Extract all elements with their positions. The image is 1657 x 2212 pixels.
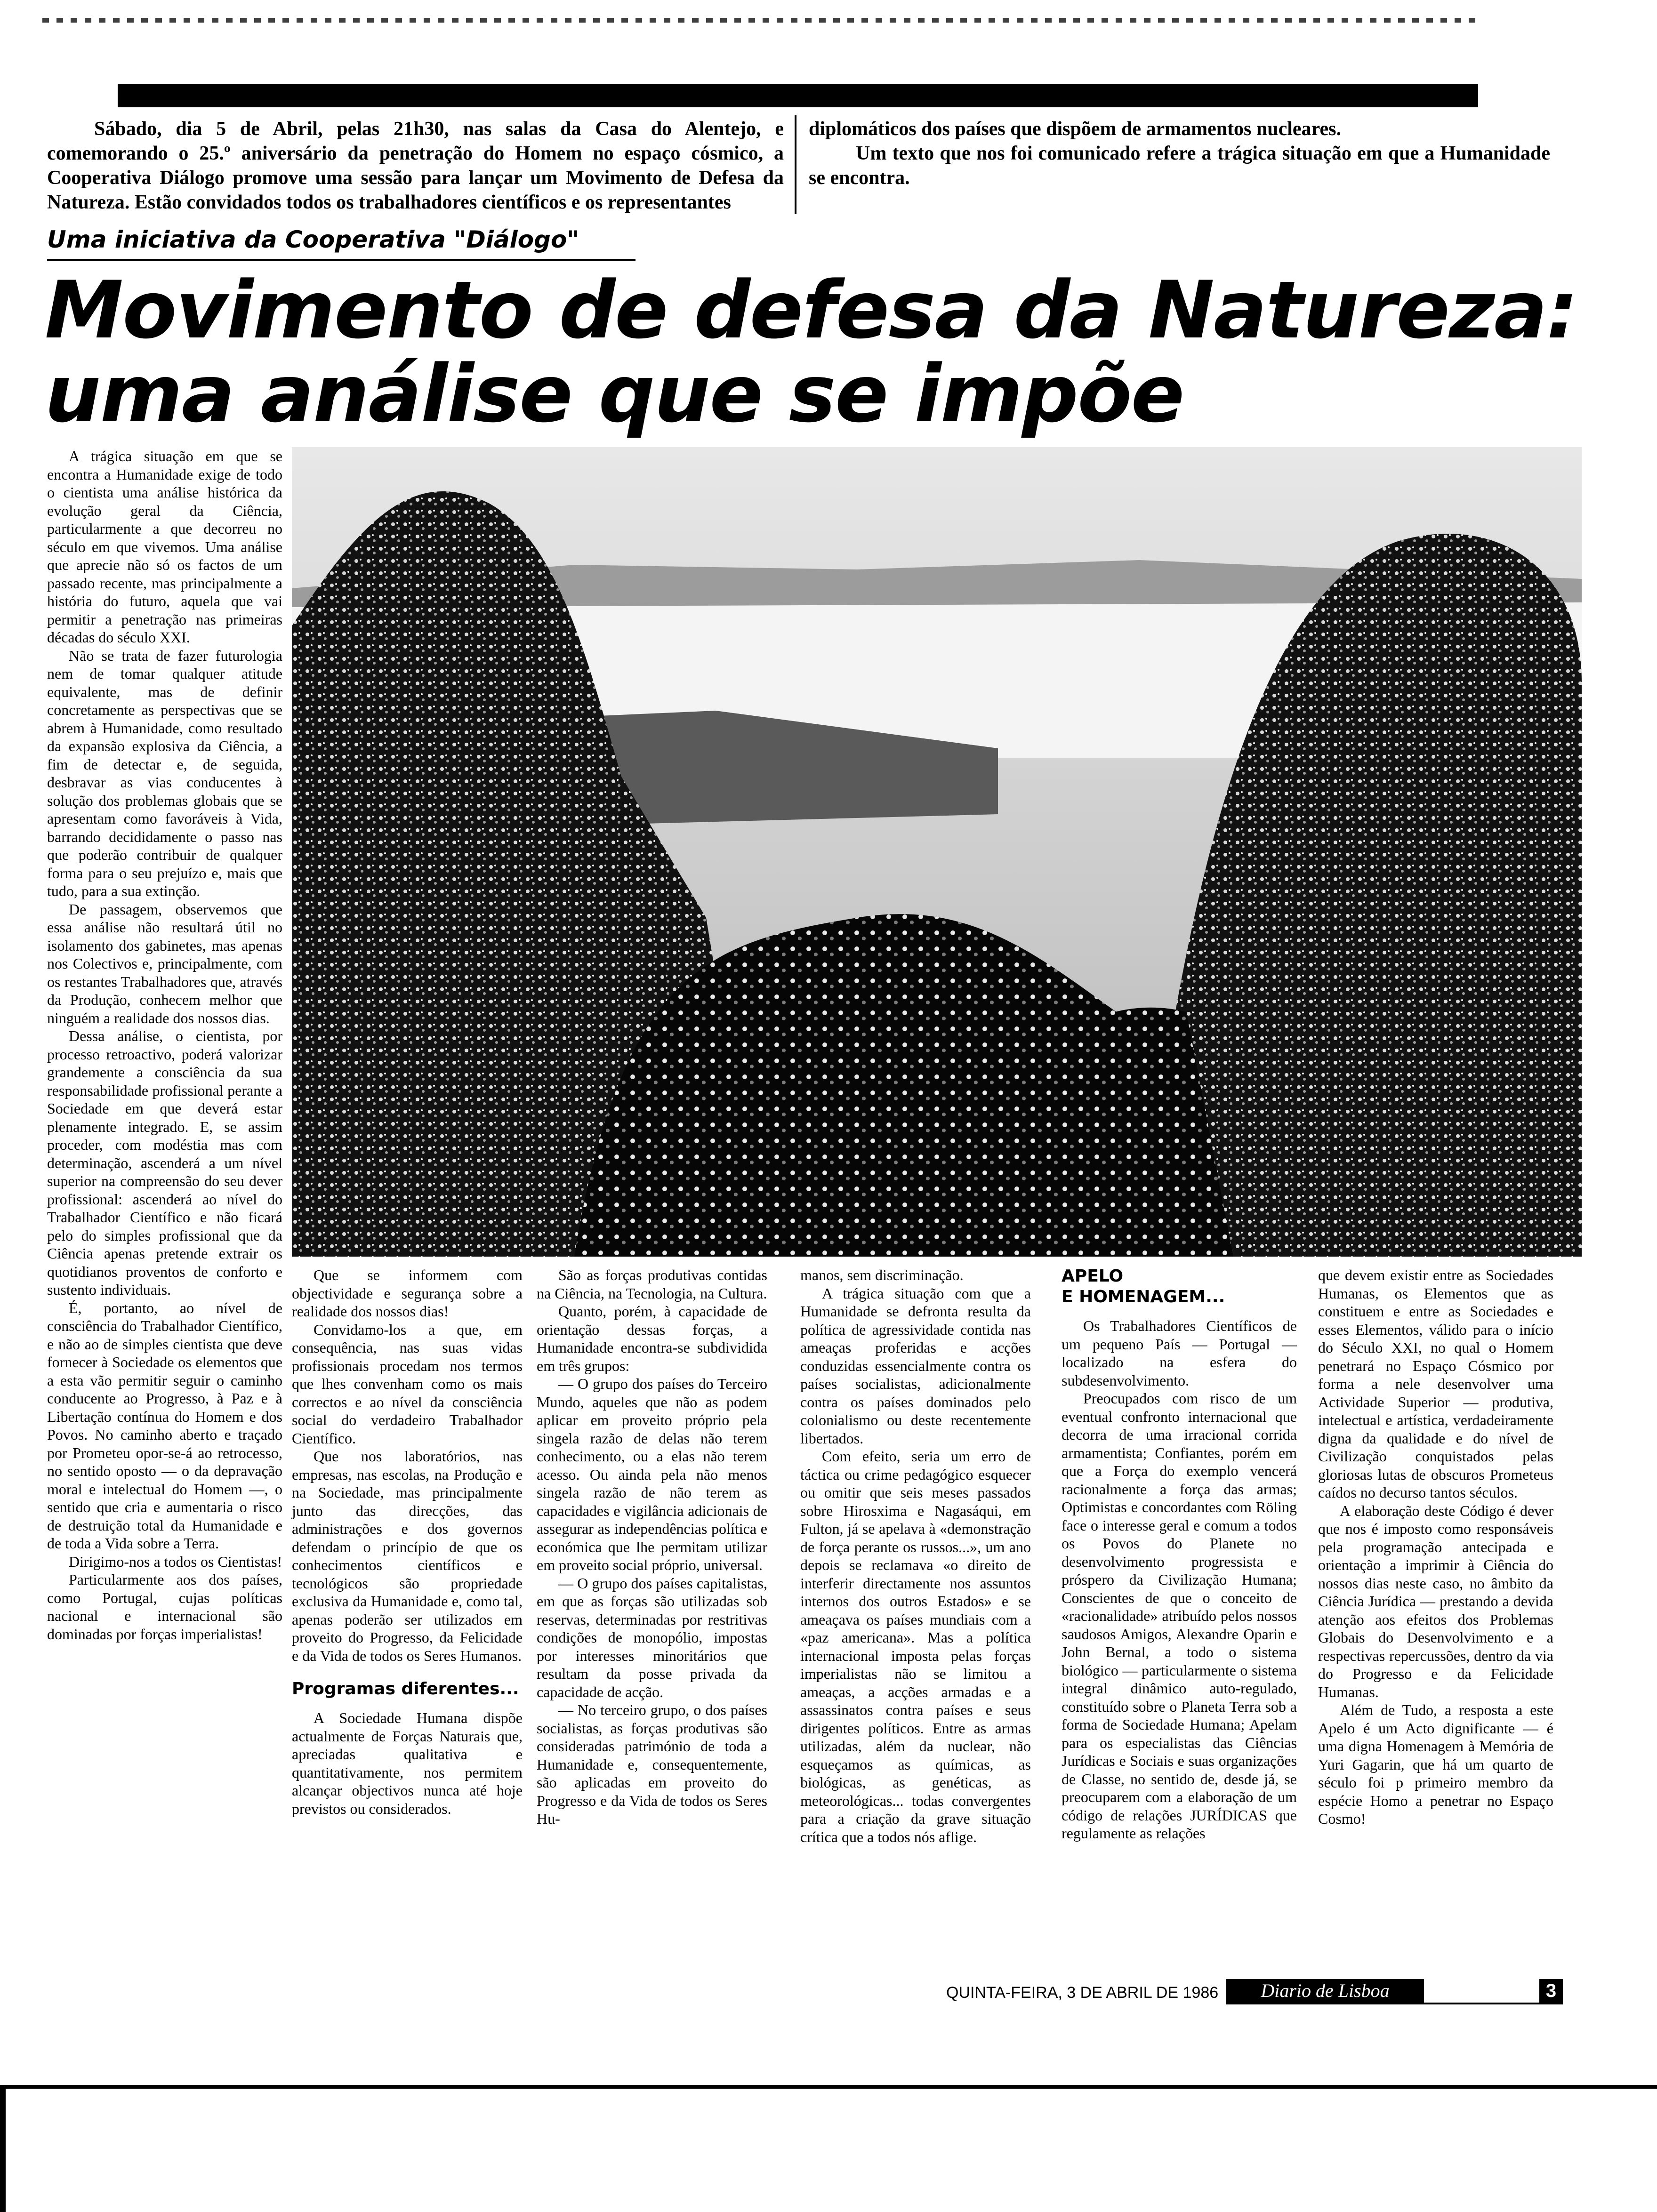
landscape-photo <box>292 447 1582 1257</box>
col3-p3: — O grupo dos países do Terceiro Mundo, aqueles que não as podem aplicar em proveito próprio pela singela razão de delas não terem conhecimento, ou a elas não terem acesso. Ou ainda pela não menos singela razão de não terem as capacidades e vigilância adicionais de assegurar as independências política e económica que lhe permitam utilizar em proveito social próprio, universal. <box>537 1375 767 1573</box>
col3-p2: Quanto, porém, à capacidade de orientação dessas forças, a Humanidade encontra-se subdividida em três grupos: <box>537 1303 767 1374</box>
col1-p2: Não se trata de fazer futurologia nem de tomar qualquer atitude equivalente, mas de definir concretamente as perspectivas que se abrem à Humanidade, como resultado da expansão explosiva da Ciência, a fim de detectar e, de seguida, desbravar as vias conducentes à solução dos problemas globais que se apresentam como favoráveis à Vida, barrando decididamente o passo nas que poderão contribuir de qualquer forma para o seu prejuízo e, mais que tudo, para a sua extinção. <box>47 647 282 899</box>
col2-p2: Convidamo-los a que, em consequência, nas suas vidas profissionais procedam nos termos que lhes convenham como os mais correctos e ao nível da consciência social do verdadeiro Trabalhador Científico. <box>292 1321 523 1447</box>
lede-left-text: Sábado, dia 5 de Abril, pelas 21h30, nas salas da Casa do Alentejo, e comemorando o 25.º aniversário da penetração do Homem no espaço cósmico, a Cooperativa Diálogo promove uma sessão para lançar um Movimento de Defesa da Natureza. Estão convidados todos os trabalhadores científicos e os representantes <box>47 118 784 213</box>
col2-p4: A Sociedade Humana dispõe actualmente de Forças Naturais que, apreciadas qualitativa e quantitativamente, nos permitem alcançar objectivos nunca até hoje previstos ou considerados. <box>292 1709 523 1817</box>
kicker: Uma iniciativa da Cooperativa "Diálogo" <box>47 226 579 253</box>
lede-left <box>47 117 784 215</box>
col3-p1: São as forças produtivas contidas na Ciência, na Tecnologia, na Cultura. <box>537 1266 767 1302</box>
page-number: 3 <box>1539 1979 1563 2003</box>
column-5 <box>1062 1266 1297 1843</box>
col6-p1: que devem existir entre as Sociedades Humanas, os Elementos que as constituem e entre as Sociedades e esses Elementos, válido para o início do Século XXI, no qual o Homem penetrará no Espaço Cósmico por forma a nele desenvolver uma Actividade Superior — produtiva, intelectual e artística, verdadeiramente digna da qualidade e do nível de Civilização conquistados pelas gloriosas lutas de obscuros Prometeus caídos no decurso tantos séculos. <box>1318 1266 1553 1501</box>
col5-subheading-2: E HOMENAGEM... <box>1062 1287 1225 1306</box>
landscape-photo-graphic <box>292 447 1582 1257</box>
col5-subheading-1: APELO <box>1062 1266 1124 1286</box>
col1-p5: É, portanto, ao nível de consciência do Trabalhador Científico, e não ao de simples cientista que deve fornecer à Sociedade os elementos que a esta vão permitir seguir o caminho conducente ao Progresso, à Paz e à Libertação contínua do Homem e dos Povos. No caminho aberto e traçado por Prometeu opor-se-á ao retrocesso, no sentido oposto — o da depravação moral e intelectual do Homem —, o sentido que cria e aumentaria o risco de destruição total da Humanidade e de toda a Vida sobre a Terra. <box>47 1299 282 1552</box>
footer-date: QUINTA-FEIRA, 3 DE ABRIL DE 1986 <box>946 1984 1219 2002</box>
col4-p1: manos, sem discriminação. <box>800 1266 964 1283</box>
col1-p7: Particularmente aos dos países, como Portugal, cujas políticas nacional e internacional são dominadas por forças imperialistas! <box>47 1571 282 1643</box>
col5-p2: Preocupados com risco de um eventual confronto internacional que decorra de uma irracional corrida armamentista; Confiantes, porém em que a Força do exemplo vencerá racionalmente a força das armas; Optimistas e concordantes com Röling face o interesse geral e comum a todos os Povos do Planete no desenvolvimento progressista e próspero da Civilização Humana; Conscientes de que o conceito de «racionalidade» atribuído pelos nossos saudosos Amigos, Alexandre Oparin e John Bernal, a todo o sistema biológico — particularmente o sistema integral dinâmico auto-regulado, constituído sobre o Planeta Terra sob a forma de Sociedade Humana; Apelam para os especialistas das Ciências Jurídicas e Sociais e suas organizações de Classe, no sentido de, desde já, se preocuparem com a elaboração de um código de relações JURÍDICAS que regulamente as relações <box>1062 1390 1297 1842</box>
footer-masthead: Diario de Lisboa <box>1226 1979 1424 2003</box>
headline <box>45 264 1598 440</box>
col1-p6: Dirigimo-nos a todos os Cientistas! <box>69 1553 282 1570</box>
col6-p3: Além de Tudo, a resposta a este Apelo é um Acto dignificante — é uma digna Homenagem à Memória de Yuri Gagarin, que há um quarto de século foi p primeiro membro da espécie Homo a penetrar no Espaço Cosmo! <box>1318 1701 1553 1827</box>
col3-p4: — O grupo dos países capitalistas, em que as forças são utilizadas sob reservas, determinadas por restritivas condições de monopólio, impostas por interesses minoritários que resultam da posse privada da capacidade de acção. <box>537 1574 767 1700</box>
col1-p3: De passagem, observemos que essa análise não resultará útil no isolamento dos gabinetes, mas apenas nos Colectivos e, principalmente, com os restantes Trabalhadores que, através da Produção, conhecem melhor que ninguém a realidade dos nossos dias. <box>47 900 282 1026</box>
headline-line-2: uma análise que se impõe <box>45 348 1184 440</box>
scan-noise-strip <box>42 18 1478 23</box>
col2-subheading: Programas diferentes... <box>292 1679 519 1699</box>
lede-right <box>809 117 1550 190</box>
col1-p1: A trágica situação em que se encontra a Humanidade exige de todo o cientista uma análise histórica da evolução geral da Ciência, particularmente a que decorreu no século em que vivemos. Uma análise que aprecie não só os factos de um passado recente, mas principalmente a história do futuro, aquela que vai permitir a penetração nas primeiras décadas do século XXI. <box>47 448 282 646</box>
col6-p2: A elaboração deste Código é dever que nos é imposto como responsáveis pela programação antecipada e orientação a imprimir à Ciência do nossos dias neste caso, no âmbito da Ciência Jurídica — prestando a devida atenção aos efeitos dos Problemas Globais do Desenvolvimento e a respectivas repercussões, dentro da via do Progresso e da Felicidade Humanas. <box>1318 1502 1553 1700</box>
col3-p5: — No terceiro grupo, o dos países socialistas, as forças produtivas são consideradas património de toda a Humanidade e, consequentemente, são aplicadas em proveito do Progresso e da Vida de todos os Seres Hu- <box>537 1701 767 1827</box>
column-4 <box>800 1266 1031 1846</box>
column-3 <box>537 1266 767 1828</box>
footer-rule <box>1226 2003 1563 2004</box>
column-1 <box>47 447 282 1643</box>
lede-divider <box>795 115 796 214</box>
col2-p3: Que nos laboratórios, nas empresas, nas escolas, na Produção e na Sociedade, mas principalmente junto das direcções, das administrações e dos governos defendam o princípio de que os conhecimentos científicos e tecnológicos são propriedade exclusiva da Humanidade e, como tal, apenas poderão ser utilizados em proveito do Progresso, da Felicidade e da Vida de todos os Seres Humanos. <box>292 1448 523 1664</box>
lede-right-p2: Um texto que nos foi comunicado refere a trágica situação em que a Humanidade se encontra. <box>809 143 1550 189</box>
column-2 <box>292 1266 523 1818</box>
col5-p1: Os Trabalhadores Científicos de um pequeno País — Portugal — localizado na esfera do subdesenvolvimento. <box>1062 1317 1297 1389</box>
top-black-bar <box>118 84 1478 107</box>
lede-right-p1: diplomáticos dos países que dispõem de armamentos nucleares. <box>809 118 1341 140</box>
col4-p3: Com efeito, seria um erro de táctica ou crime pedagógico esquecer ou omitir que seis meses passados sobre Hirosxima e Nagasáqui, em Fulton, já se apelava à «demonstração de força perante os russos...», um ano depois se reclamava «o direito de interferir directamente nos assuntos internos dos outros Estados» e se ameaçava os países mundiais com a «paz americana». Mas a política internacional imposta pelas forças imperialistas não se limitou a ameaças, a acções armadas e a assassinatos contra países e seus dirigentes políticos. Entre as armas utilizadas, além da nuclear, não esqueçamos as químicas, as biológicas, as genéticas, as meteorológicas... todas convergentes para a criação da grave situação crítica que a todos nós aflige. <box>800 1448 1031 1845</box>
col1-p4: Dessa análise, o cientista, por processo retroactivo, poderá valorizar grandemente a consciência da sua responsabilidade profissional perante a Sociedade em que deverá estar plenamente integrado. E, se assim proceder, com modéstia mas com determinação, ascenderá a um nível superior na compreensão do seu dever profissional: ascenderá ao nível do Trabalhador Científico e não ficará pelo do simples profissional que da Ciência apenas pretende extrair os quotidianos proventos de conforto e sustento individuais. <box>47 1027 282 1298</box>
scan-edge-bottom <box>0 2085 1657 2089</box>
kicker-underline <box>47 259 635 261</box>
col2-p1: Que se informem com objectividade e segurança sobre a realidade dos nossos dias! <box>292 1266 523 1320</box>
headline-line-1: Movimento de defesa da Natureza: <box>45 264 1577 356</box>
scan-edge-left <box>0 2085 6 2212</box>
column-6 <box>1318 1266 1553 1828</box>
col4-p2: A trágica situação com que a Humanidade se defronta resulta da política de agressividade contida nas ameaças proferidas e acções conduzidas essencialmente contra os países socialistas, adicionalmente contra os países dominados pelo colonialismo ou deste recentemente libertados. <box>800 1284 1031 1447</box>
